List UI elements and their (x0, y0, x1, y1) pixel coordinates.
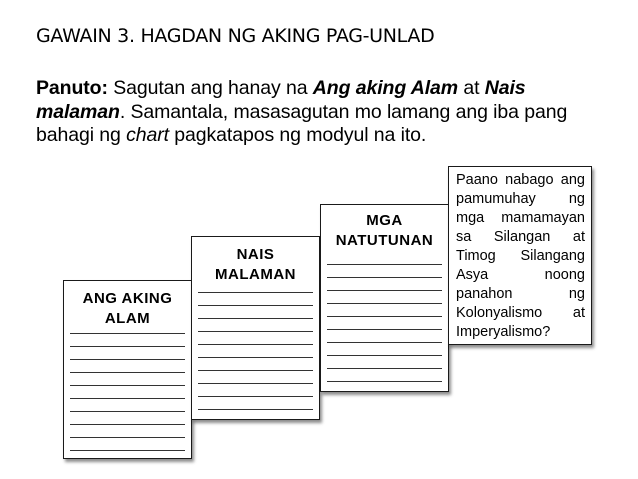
answer-line[interactable] (327, 278, 442, 291)
answer-lines[interactable] (70, 321, 185, 451)
answer-line[interactable] (327, 330, 442, 343)
answer-line[interactable] (198, 332, 313, 345)
step-heading-line-2: MALAMAN (215, 266, 296, 283)
step-heading-line-1: NAIS (236, 246, 275, 263)
step-box-heading (321, 211, 448, 251)
instructions-text-1: Sagutan ang hanay na (107, 77, 313, 99)
answer-line[interactable] (198, 384, 313, 397)
answer-line[interactable] (198, 293, 313, 306)
answer-line[interactable] (327, 265, 442, 278)
answer-line[interactable] (198, 397, 313, 410)
guide-question-text: Paano nabago ang pamumuhay ng mga mamamayan sa Silangan at Timog Silangang Asya noong panahon ng Kolonyalismo at Imperyalismo? (456, 172, 585, 340)
answer-line[interactable] (198, 358, 313, 371)
answer-line[interactable] (327, 252, 442, 265)
instructions-text-4: pagkatapos ng modyul na ito. (168, 124, 427, 146)
instructions-text-2: at (458, 77, 485, 99)
answer-line[interactable] (327, 369, 442, 382)
page-title: GAWAIN 3. HAGDAN NG AKING PAG-UNLAD (36, 25, 435, 47)
instructions-label: Panuto: (36, 77, 108, 99)
answer-line[interactable] (70, 438, 185, 451)
answer-line[interactable] (70, 347, 185, 360)
step-box-heading (192, 245, 319, 285)
answer-lines[interactable] (198, 280, 313, 410)
answer-line[interactable] (198, 319, 313, 332)
answer-line[interactable] (70, 334, 185, 347)
instructions-text-3: . Samantala, masasagutan mo lamang ang iba pang bahagi ng (36, 100, 568, 146)
answer-line[interactable] (70, 399, 185, 412)
answer-line[interactable] (70, 321, 185, 334)
instructions-paragraph (36, 77, 616, 148)
step-box-ang-aking-alam (63, 280, 192, 459)
answer-line[interactable] (198, 306, 313, 319)
answer-line[interactable] (70, 425, 185, 438)
column-name-ang-aking-alam: Ang aking Alam (312, 77, 459, 99)
answer-line[interactable] (70, 386, 185, 399)
answer-line[interactable] (327, 291, 442, 304)
answer-line[interactable] (70, 412, 185, 425)
chart-word: chart (126, 124, 169, 146)
answer-lines[interactable] (327, 252, 442, 382)
guide-question-box (448, 166, 592, 345)
step-box-mga-natutunan (320, 204, 449, 392)
step-box-nais-malaman (191, 236, 320, 420)
step-heading-line-1: MGA (366, 212, 403, 229)
answer-line[interactable] (198, 371, 313, 384)
answer-line[interactable] (327, 343, 442, 356)
answer-line[interactable] (198, 345, 313, 358)
answer-line[interactable] (327, 317, 442, 330)
step-heading-line-2: NATUTUNAN (335, 232, 434, 249)
answer-line[interactable] (198, 280, 313, 293)
step-heading-line-2: ALAM (104, 310, 151, 327)
answer-line[interactable] (327, 356, 442, 369)
answer-line[interactable] (70, 360, 185, 373)
step-heading-line-1: ANG AKING (82, 290, 173, 307)
column-name-nais-malaman: Nais malaman (36, 77, 526, 123)
answer-line[interactable] (70, 373, 185, 386)
answer-line[interactable] (327, 304, 442, 317)
